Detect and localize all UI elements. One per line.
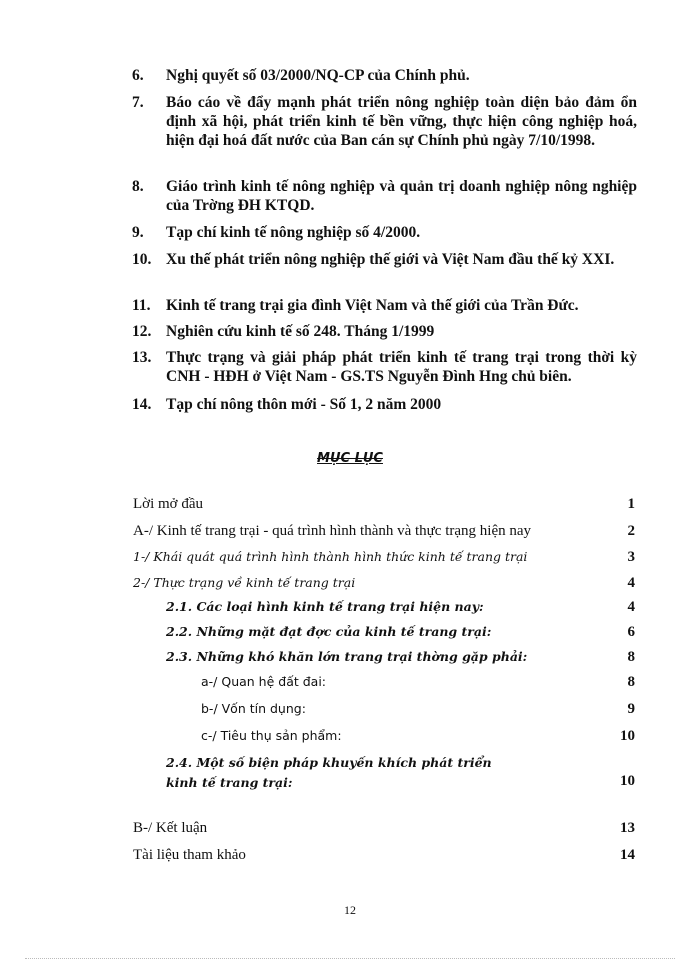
toc-entry-page: 10: [620, 728, 635, 744]
toc-entry[interactable]: [133, 597, 635, 617]
toc-entry[interactable]: [133, 726, 635, 746]
toc-entry-page: 6: [627, 624, 635, 640]
reference-number: 6.: [132, 67, 144, 84]
toc-entry-label: b-/ Vốn tín dụng:: [201, 701, 306, 716]
toc-entry[interactable]: [133, 573, 635, 593]
toc-entry-label: a-/ Quan hệ đất đai:: [201, 674, 327, 689]
toc-entry-label: 2-/ Thực trạng về kinh tế trang trại: [133, 575, 356, 590]
reference-item: [132, 223, 637, 242]
toc-entry-label: 2.4. Một số biện pháp khuyến khích phát triển: [166, 755, 492, 770]
toc-entry[interactable]: [133, 521, 635, 541]
toc-entry-page: 3: [627, 549, 635, 565]
toc-entry-page: 4: [627, 575, 635, 591]
toc-entry-label: A-/ Kinh tế trang trại - quá trình hình thành và thực trạng hiện nay: [133, 523, 532, 539]
toc-entry-label: 2.3. Những khó khăn lớn trang trại thờng gặp phải:: [166, 649, 528, 664]
reference-item: [132, 66, 637, 85]
page-divider: [25, 958, 675, 959]
reference-text: Giáo trình kinh tế nông nghiệp và quản trị doanh nghiệp nông nghiệp của Trờng ĐH KTQD.: [166, 178, 637, 214]
toc-entry-label: Lời mở đầu: [133, 496, 204, 512]
toc-entry-label: 1-/ Khái quát quá trình hình thành hình thức kinh tế trang trại: [133, 549, 528, 564]
reference-item: [132, 250, 637, 269]
toc-entry[interactable]: [133, 753, 635, 793]
reference-text: Nghị quyết số 03/2000/NQ-CP của Chính phủ.: [166, 67, 470, 84]
toc-entry-page: 10: [620, 773, 635, 789]
reference-text: Tạp chí kinh tế nông nghiệp số 4/2000.: [166, 224, 421, 241]
toc-entry-label: c-/ Tiêu thụ sản phẩm:: [201, 728, 342, 743]
toc-entry[interactable]: [133, 672, 635, 692]
toc-entry-label: 2.1. Các loại hình kinh tế trang trại hiện nay:: [166, 599, 484, 614]
toc-entry-page: 14: [620, 847, 635, 863]
toc-entry-page: 1: [627, 496, 635, 512]
reference-number: 8.: [132, 178, 144, 195]
reference-item: [132, 322, 637, 341]
reference-item: [132, 296, 637, 315]
toc-entry[interactable]: [133, 699, 635, 719]
toc-entry[interactable]: [133, 845, 635, 865]
reference-text: Kinh tế trang trại gia đình Việt Nam và thế giới của Trần Đức.: [166, 297, 579, 314]
reference-text: Báo cáo về đẩy mạnh phát triển nông nghiệp toàn diện bảo đảm ổn định xã hội, phát triển kinh tế bền vững, thực hiện công nghiệp hoá, hiện đại hoá đất nước của Ban cán sự Chính phủ ngày 7/10/1998.: [166, 94, 637, 149]
reference-item: [132, 93, 637, 150]
toc-entry[interactable]: [133, 647, 635, 667]
reference-text: Thực trạng và giải pháp phát triển kinh tế trang trại trong thời kỳ CNH - HĐH ở Việt Nam - GS.TS Nguyễn Đình Hng chủ biên.: [166, 349, 637, 385]
reference-number: 10.: [132, 251, 152, 268]
toc-entry-page: 4: [627, 599, 635, 615]
reference-number: 14.: [132, 396, 152, 413]
toc-entry-page: 2: [627, 523, 635, 539]
reference-number: 12.: [132, 323, 152, 340]
reference-text: Nghiên cứu kinh tế số 248. Tháng 1/1999: [166, 323, 435, 340]
reference-item: [132, 395, 637, 414]
toc-entry-label: Tài liệu tham khảo: [133, 847, 246, 863]
toc-entry-page: 8: [627, 674, 635, 690]
reference-item: [132, 348, 637, 386]
toc-entry[interactable]: [133, 547, 635, 567]
toc-entry[interactable]: [133, 622, 635, 642]
reference-item: [132, 177, 637, 215]
toc-entry-page: 8: [627, 649, 635, 665]
toc-entry-page: 9: [627, 701, 635, 717]
reference-number: 9.: [132, 224, 144, 241]
reference-number: 11.: [132, 297, 151, 314]
page-number: 12: [344, 903, 356, 917]
toc-entry[interactable]: [133, 494, 635, 514]
reference-number: 13.: [132, 349, 152, 366]
reference-number: 7.: [132, 94, 144, 111]
toc-entry-page: 13: [620, 820, 635, 836]
toc-entry-label-continued: kinh tế trang trại:: [166, 775, 293, 790]
toc-entry[interactable]: [133, 818, 635, 838]
toc-entry-label: 2.2. Những mặt đạt đợc của kinh tế trang trại:: [166, 624, 492, 639]
reference-text: Xu thế phát triển nông nghiệp thế giới và Việt Nam đầu thế kỷ XXI.: [166, 251, 615, 268]
reference-text: Tạp chí nông thôn mới - Số 1, 2 năm 2000: [166, 396, 442, 413]
toc-entry-label: B-/ Kết luận: [133, 820, 208, 836]
toc-heading: MỤC LỤC: [317, 451, 383, 466]
